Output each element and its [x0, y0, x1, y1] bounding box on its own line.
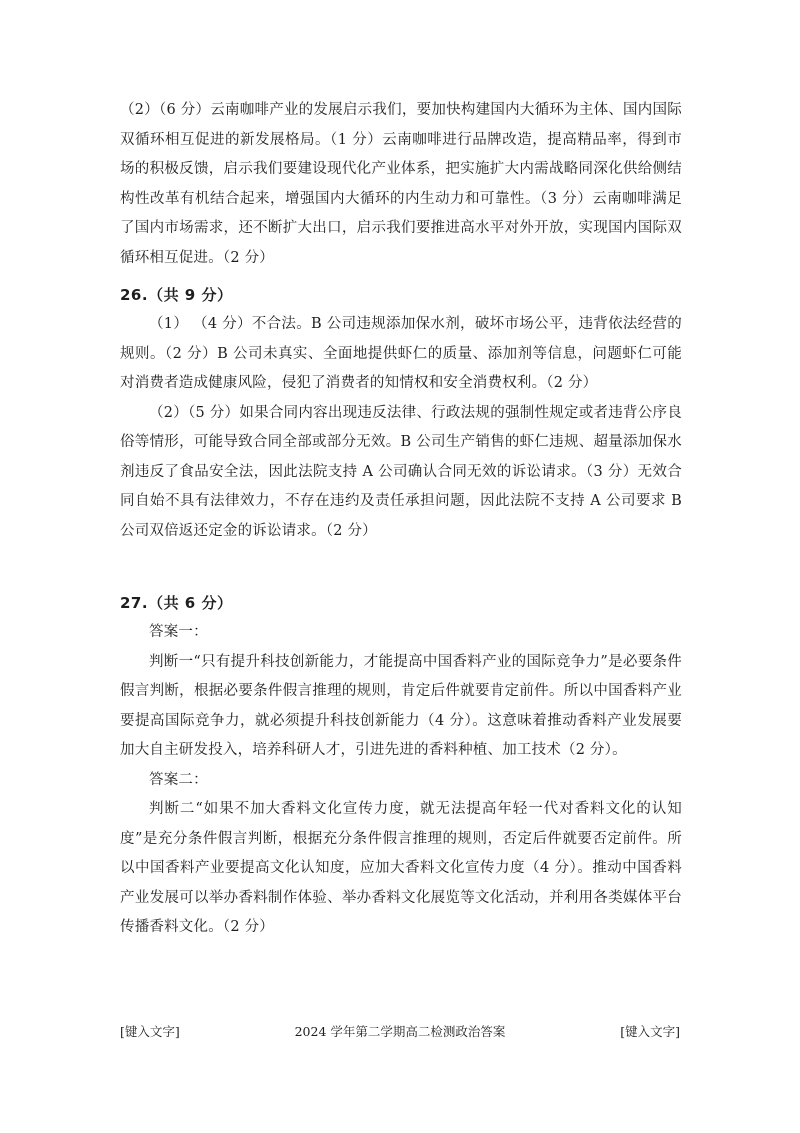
q26-section: [120, 310, 682, 546]
q26-part2-paragraph: （2）（5 分）如果合同内容出现违反法律、行政法规的强制性规定或者违背公序良俗等情形，可能导致合同全部或部分无效。B 公司生产销售的虾仁违规、超量添加保水剂违反了食品安全法，因此法院支持 A 公司确认合同无效的诉讼请求。（3 分）无效合同自始不具有法律效力，不存在违约及责任承担问题，因此法院不支持 A 公司要求 B 公司双倍返还定金的诉讼请求。（2 分）: [120, 404, 682, 539]
q27-answer1-label: 答案一：: [149, 624, 208, 640]
page-footer: [120, 1022, 680, 1040]
q26-part1-paragraph: （1） （4 分）不合法。B 公司违规添加保水剂，破坏市场公平，违背依法经营的规则。（2 分）B 公司未真实、全面地提供虾仁的质量、添加剂等信息，问题虾仁可能对消费者造成健康风险，侵犯了消费者的知情权和安全消费权利。（2 分）: [120, 316, 682, 391]
q27-answer2-paragraph: 判断二“如果不加大香料文化宣传力度，就无法提高年轻一代对香料文化的认知度”是充分条件假言判断，根据充分条件假言推理的规则，否定后件就要否定前件。所以中国香料产业要提高文化认知度，应加大香料文化宣传力度（4 分）。推动中国香料产业发展可以举办香料制作体验、举办香料文化展览等文化活动，并利用各类媒体平台传播香料文化。（2 分）: [120, 801, 682, 935]
footer-title: 2024 学年第二学期高二检测政治答案: [294, 1024, 506, 1039]
q25-section: [120, 96, 682, 273]
q27-heading: 27.（共 6 分）: [120, 594, 233, 612]
footer-left-placeholder: [键入文字]: [120, 1024, 180, 1039]
footer-right-placeholder: [键入文字]: [620, 1024, 680, 1039]
q25-part2-paragraph: （2）（6 分）云南咖啡产业的发展启示我们，要加快构建国内大循环为主体、国内国际双循环相互促进的新发展格局。（1 分）云南咖啡进行品牌改造，提高精品率，得到市场的积极反馈，启示我们要建设现代化产业体系，把实施扩大内需战略同深化供给侧结构性改革有机结合起来，增强国内大循环的内生动力和可靠性。（3 分）云南咖啡满足了国内市场需求，还不断扩大出口，启示我们要推进高水平对外开放，实现国内国际双循环相互促进。（2 分）: [120, 102, 682, 266]
q27-answer1-paragraph: 判断一“只有提升科技创新能力，才能提高中国香料产业的国际竞争力”是必要条件假言判断，根据必要条件假言推理的规则，肯定后件就要肯定前件。所以中国香料产业要提高国际竞争力，就必须提升科技创新能力（4 分）。这意味着推动香料产业发展要加大自主研发投入，培养科研人才，引进先进的香料种植、加工技术（2 分）。: [120, 653, 682, 758]
q27-section: [120, 618, 682, 943]
q26-heading: 26.（共 9 分）: [120, 286, 233, 304]
q27-answer2-label: 答案二：: [149, 771, 208, 788]
